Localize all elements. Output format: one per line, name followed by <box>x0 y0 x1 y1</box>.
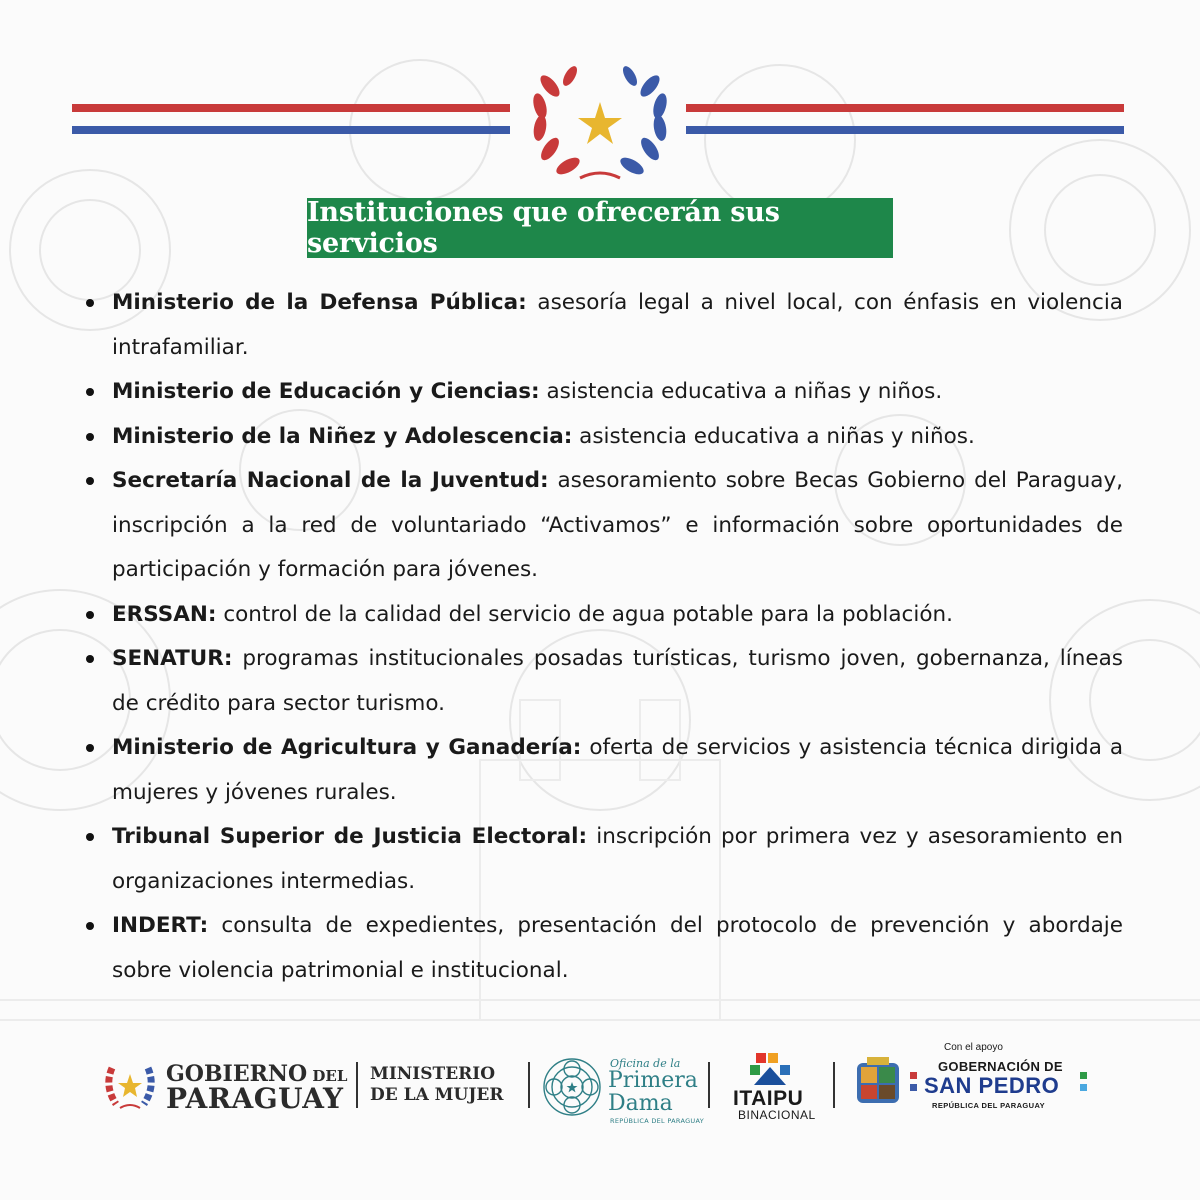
institutions-list <box>86 281 1123 993</box>
square-icon <box>910 1084 917 1091</box>
institution-desc: inscripción por primera vez y asesoramiento en organizaciones intermedias. <box>112 824 1123 894</box>
bullet-icon <box>86 388 94 396</box>
square-icon <box>1080 1084 1087 1091</box>
san-pedro-name: SAN PEDRO <box>924 1073 1060 1098</box>
gobierno-logo-line1: GOBIERNO DEL <box>166 1061 348 1087</box>
national-emblem-icon <box>520 56 680 186</box>
list-item <box>86 904 1123 993</box>
list-item <box>86 637 1123 726</box>
institution-desc: asistencia educativa a niñas y niños. <box>572 423 975 449</box>
square-icon <box>910 1072 917 1079</box>
san-pedro-support-text: Con el apoyo <box>944 1042 1003 1053</box>
bullet-icon <box>86 922 94 930</box>
institution-desc: programas institucionales posadas turísticas, turismo joven, gobernanza, líneas de crédito para sector turismo. <box>112 646 1123 716</box>
primera-dama-mandala-icon <box>540 1055 604 1119</box>
list-item <box>86 370 1123 415</box>
institution-desc: asesoramiento sobre Becas Gobierno del Paraguay, inscripción a la red de voluntariado “Activamos” e información sobre oportunidades de participación y formación para jóvenes. <box>112 468 1123 582</box>
institution-desc: consulta de expedientes, presentación del protocolo de prevención y abordaje sobre violencia patrimonial e institucional. <box>112 913 1123 983</box>
list-item <box>86 815 1123 904</box>
itaipu-subtitle: BINACIONAL <box>738 1108 816 1122</box>
list-item <box>86 726 1123 815</box>
title-banner: Instituciones que ofrecerán sus servicios <box>307 198 893 258</box>
bullet-icon <box>86 433 94 441</box>
flag-stripes-left <box>72 104 510 134</box>
footer-divider <box>833 1062 835 1108</box>
institution-name: Ministerio de Educación y Ciencias: <box>112 379 540 404</box>
san-pedro-crest-icon <box>853 1057 903 1107</box>
institution-name: Tribunal Superior de Justicia Electoral: <box>112 824 588 849</box>
gobierno-emblem-icon <box>102 1060 158 1112</box>
bullet-icon <box>86 611 94 619</box>
bullet-icon <box>86 299 94 307</box>
institution-name: SENATUR: <box>112 646 233 671</box>
institution-name: Secretaría Nacional de la Juventud: <box>112 468 549 493</box>
primera-dama-subtitle: REPÚBLICA DEL PARAGUAY <box>610 1117 704 1125</box>
list-item <box>86 459 1123 593</box>
list-item <box>86 281 1123 370</box>
square-icon <box>1080 1072 1087 1079</box>
bullet-icon <box>86 744 94 752</box>
institution-desc: asesoría legal a nivel local, con énfasis en violencia intrafamiliar. <box>112 290 1123 360</box>
list-item <box>86 415 1123 460</box>
primera-dama-title: Primera Dama <box>608 1068 698 1116</box>
bullet-icon <box>86 833 94 841</box>
bullet-icon <box>86 655 94 663</box>
primera-dama-small-text: Oficina de la <box>610 1057 681 1070</box>
gobierno-logo-line2: PARAGUAY <box>166 1082 344 1115</box>
itaipu-name: ITAIPU <box>733 1087 804 1110</box>
institution-name: INDERT: <box>112 913 209 938</box>
footer-divider <box>356 1062 358 1108</box>
san-pedro-line1: GOBERNACIÓN DE <box>938 1059 1063 1074</box>
institution-desc: control de la calidad del servicio de agua potable para la población. <box>216 601 953 627</box>
itaipu-logo-icon <box>748 1053 792 1087</box>
flag-stripes-right <box>686 104 1124 134</box>
list-item <box>86 593 1123 638</box>
ministerio-mujer-logo: MINISTERIO DE LA MUJER <box>370 1064 504 1105</box>
institution-name: Ministerio de Agricultura y Ganadería: <box>112 735 582 760</box>
institution-desc: asistencia educativa a niñas y niños. <box>539 379 943 404</box>
institution-name: ERSSAN: <box>112 601 217 627</box>
institution-name: Ministerio de la Niñez y Adolescencia: <box>112 423 573 449</box>
san-pedro-subtitle: REPÚBLICA DEL PARAGUAY <box>932 1101 1045 1110</box>
footer-divider <box>528 1062 530 1108</box>
bullet-icon <box>86 477 94 485</box>
institution-desc: oferta de servicios y asistencia técnica dirigida a mujeres y jóvenes rurales. <box>112 735 1124 805</box>
footer-divider <box>708 1062 710 1108</box>
institution-name: Ministerio de la Defensa Pública: <box>112 290 527 315</box>
